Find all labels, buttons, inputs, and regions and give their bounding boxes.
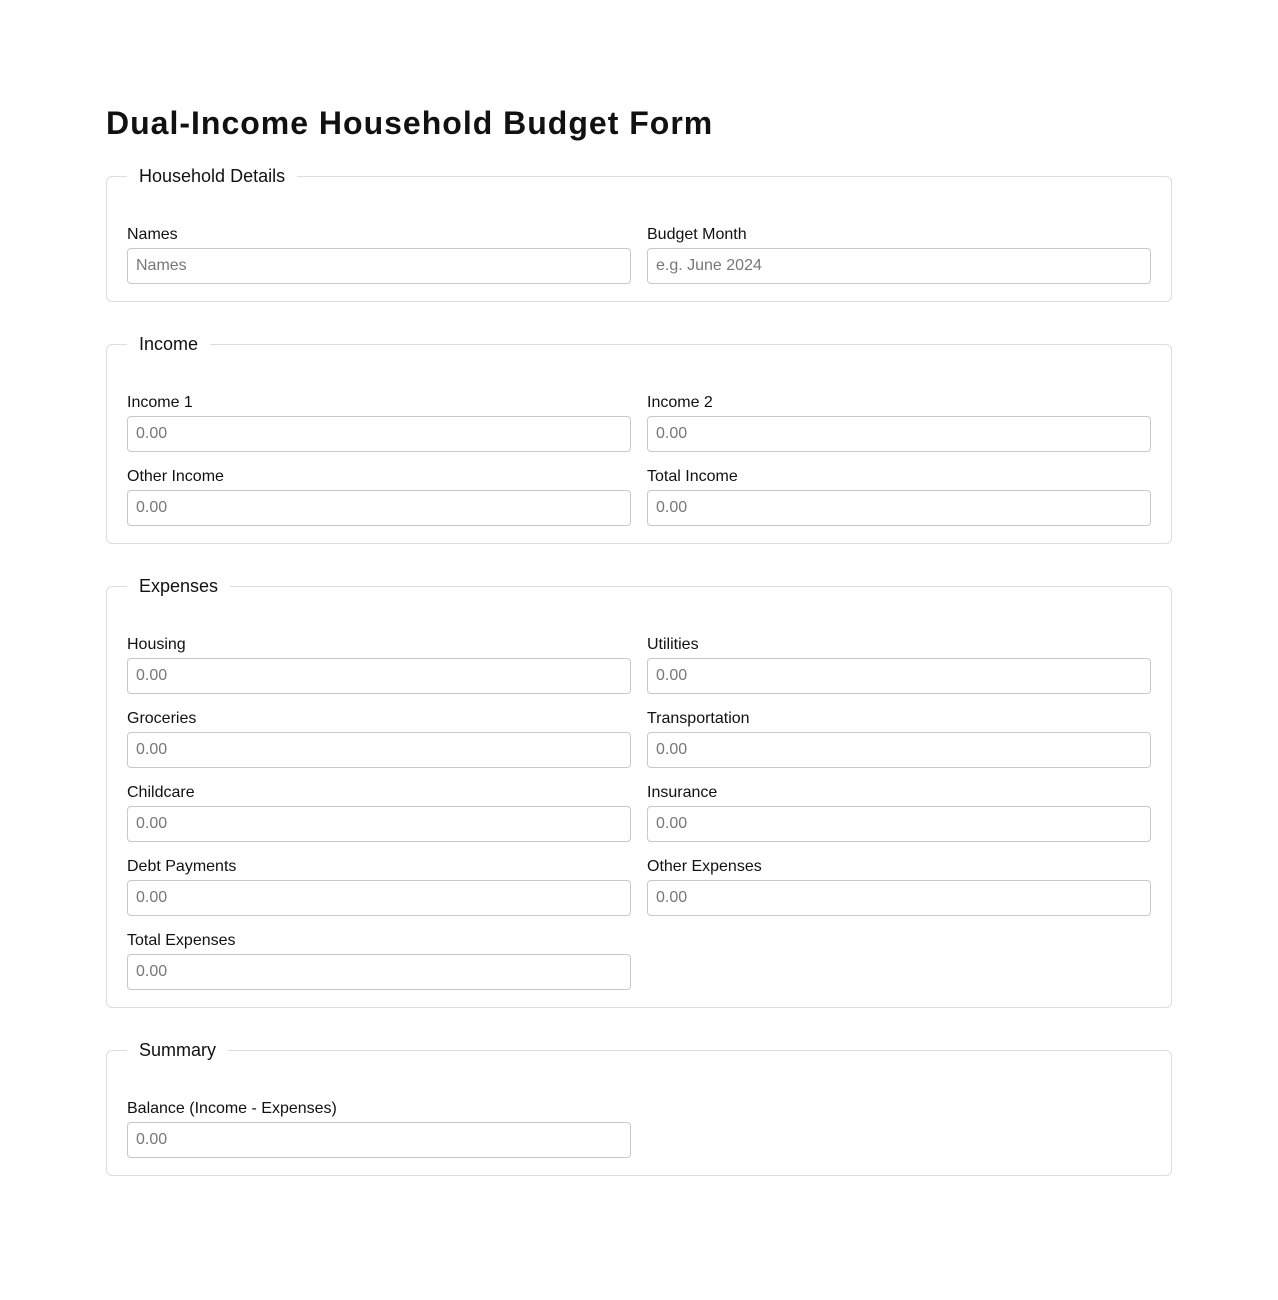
income1-field-group (127, 392, 631, 460)
income2-field-group (647, 392, 1151, 460)
debt-payments-field-group (127, 856, 631, 924)
income-legend: Income (139, 334, 199, 354)
income-section (106, 334, 1172, 544)
other-income-label: Other Income (127, 468, 224, 485)
household-details-section (106, 166, 1172, 302)
groceries-label: Groceries (127, 710, 197, 727)
total-income-input[interactable] (647, 490, 1151, 526)
total-expenses-label: Total Expenses (127, 932, 236, 949)
other-expenses-label: Other Expenses (647, 858, 762, 875)
housing-input[interactable] (127, 658, 631, 694)
childcare-field-group (127, 782, 631, 850)
total-expenses-input[interactable] (127, 954, 631, 990)
other-expenses-field-group (647, 856, 1151, 924)
expenses-legend: Expenses (139, 576, 219, 596)
total-expenses-field-group (127, 930, 631, 998)
names-label: Names (127, 226, 178, 243)
debt-payments-label: Debt Payments (127, 858, 237, 875)
debt-payments-input[interactable] (127, 880, 631, 916)
names-input[interactable] (127, 248, 631, 284)
page-title: Dual-Income Household Budget Form (106, 105, 714, 141)
summary-legend: Summary (139, 1040, 217, 1060)
names-field-group (127, 224, 631, 292)
transportation-field-group (647, 708, 1151, 776)
utilities-label: Utilities (647, 636, 699, 653)
childcare-label: Childcare (127, 784, 195, 801)
expenses-section (106, 576, 1172, 1008)
utilities-input[interactable] (647, 658, 1151, 694)
insurance-input[interactable] (647, 806, 1151, 842)
total-income-field-group (647, 466, 1151, 534)
other-income-input[interactable] (127, 490, 631, 526)
groceries-input[interactable] (127, 732, 631, 768)
housing-field-group (127, 634, 631, 702)
income1-input[interactable] (127, 416, 631, 452)
transportation-label: Transportation (647, 710, 750, 727)
utilities-field-group (647, 634, 1151, 702)
balance-field-group (127, 1098, 631, 1166)
budget-month-input[interactable] (647, 248, 1151, 284)
insurance-label: Insurance (647, 784, 718, 801)
other-income-field-group (127, 466, 631, 534)
household-details-legend: Household Details (139, 166, 286, 186)
total-income-label: Total Income (647, 468, 738, 485)
income2-label: Income 2 (647, 394, 713, 411)
budget-month-label: Budget Month (647, 226, 747, 243)
income1-label: Income 1 (127, 394, 193, 411)
groceries-field-group (127, 708, 631, 776)
balance-input[interactable] (127, 1122, 631, 1158)
insurance-field-group (647, 782, 1151, 850)
budget-month-field-group (647, 224, 1151, 292)
housing-label: Housing (127, 636, 186, 653)
income2-input[interactable] (647, 416, 1151, 452)
summary-section (106, 1040, 1172, 1176)
childcare-input[interactable] (127, 806, 631, 842)
balance-label: Balance (Income - Expenses) (127, 1100, 337, 1117)
other-expenses-input[interactable] (647, 880, 1151, 916)
transportation-input[interactable] (647, 732, 1151, 768)
